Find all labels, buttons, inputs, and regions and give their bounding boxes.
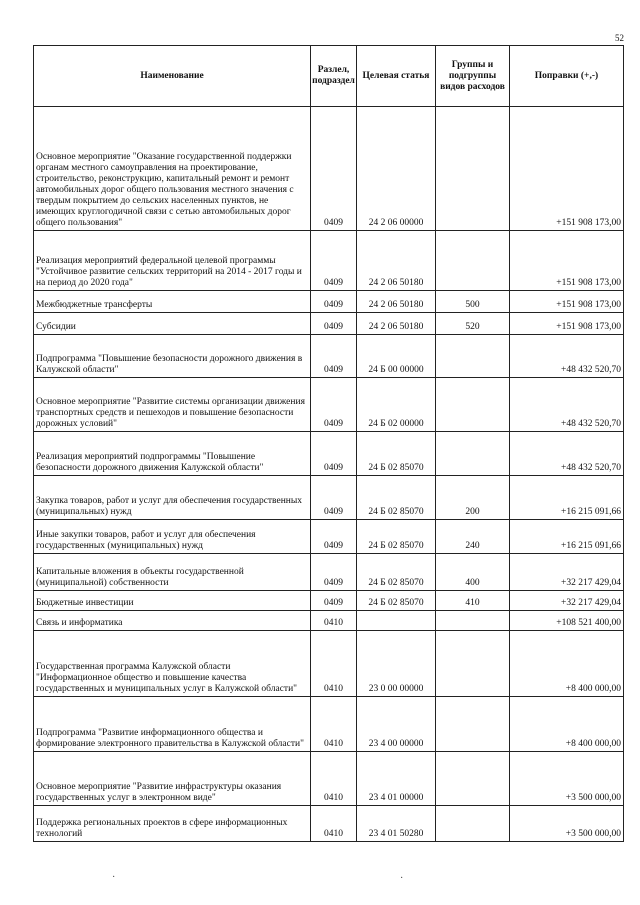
table-row <box>34 631 624 697</box>
row-amount: +151 908 173,00 <box>510 107 624 231</box>
row-group <box>436 611 510 631</box>
row-amount: +8 400 000,00 <box>510 697 624 752</box>
table-row <box>34 611 624 631</box>
table-row <box>34 697 624 752</box>
row-amount: +16 215 091,66 <box>510 520 624 554</box>
row-section: 0409 <box>311 313 357 335</box>
row-target: 23 0 00 00000 <box>357 631 436 697</box>
table-row <box>34 291 624 313</box>
row-amount: +8 400 000,00 <box>510 631 624 697</box>
row-target: 24 Б 02 85070 <box>357 520 436 554</box>
row-target: 23 4 00 00000 <box>357 697 436 752</box>
header-target: Целевая статья <box>357 46 436 107</box>
row-section: 0410 <box>311 697 357 752</box>
row-amount: +48 432 520,70 <box>510 378 624 432</box>
row-target: 24 2 06 00000 <box>357 107 436 231</box>
row-amount: +108 521 400,00 <box>510 611 624 631</box>
table-row <box>34 335 624 378</box>
row-section: 0409 <box>311 591 357 611</box>
row-name: Субсидии <box>34 313 311 335</box>
row-section: 0409 <box>311 554 357 591</box>
header-section: Разлел, подраздел <box>311 46 357 107</box>
row-target: 24 Б 02 85070 <box>357 591 436 611</box>
header-row <box>34 46 624 107</box>
row-group <box>436 335 510 378</box>
row-section: 0409 <box>311 520 357 554</box>
row-amount: +151 908 173,00 <box>510 313 624 335</box>
row-name: Подпрограмма "Повышение безопасности дорожного движения в Калужской области" <box>34 335 311 378</box>
row-group <box>436 107 510 231</box>
row-section: 0409 <box>311 476 357 520</box>
table-row <box>34 432 624 476</box>
row-group: 500 <box>436 291 510 313</box>
row-name: Связь и информатика <box>34 611 311 631</box>
row-group <box>436 806 510 842</box>
table-row <box>34 107 624 231</box>
row-group <box>436 432 510 476</box>
row-target: 24 Б 00 00000 <box>357 335 436 378</box>
row-group: 410 <box>436 591 510 611</box>
table-row <box>34 231 624 291</box>
row-group <box>436 752 510 806</box>
row-target: 23 4 01 50280 <box>357 806 436 842</box>
table-row <box>34 378 624 432</box>
row-target: 24 Б 02 85070 <box>357 554 436 591</box>
row-name: Иные закупки товаров, работ и услуг для обеспечения государственных (муниципальных) нужд <box>34 520 311 554</box>
row-target: 24 Б 02 00000 <box>357 378 436 432</box>
row-name: Закупка товаров, работ и услуг для обеспечения государственных (муниципальных) нужд <box>34 476 311 520</box>
row-group: 200 <box>436 476 510 520</box>
row-section: 0409 <box>311 378 357 432</box>
scan-mark: · <box>112 872 116 883</box>
row-amount: +151 908 173,00 <box>510 291 624 313</box>
row-section: 0409 <box>311 107 357 231</box>
row-section: 0409 <box>311 335 357 378</box>
row-amount: +16 215 091,66 <box>510 476 624 520</box>
row-amount: +48 432 520,70 <box>510 335 624 378</box>
scan-mark: · <box>400 873 404 884</box>
row-amount: +32 217 429,04 <box>510 554 624 591</box>
row-group <box>436 231 510 291</box>
row-amount: +3 500 000,00 <box>510 806 624 842</box>
budget-amendments-table <box>33 45 624 842</box>
row-section: 0410 <box>311 806 357 842</box>
row-name: Бюджетные инвестиции <box>34 591 311 611</box>
row-group: 520 <box>436 313 510 335</box>
row-name: Основное мероприятие "Развитие системы организации движения транспортных средств и пешеходов и повышение безопасности дорожных условий" <box>34 378 311 432</box>
row-section: 0410 <box>311 752 357 806</box>
header-name: Наименование <box>34 46 311 107</box>
row-group: 240 <box>436 520 510 554</box>
row-name: Поддержка региональных проектов в сфере информационных технологий <box>34 806 311 842</box>
row-section: 0409 <box>311 432 357 476</box>
table-row <box>34 591 624 611</box>
header-group: Группы и подгруппы видов расходов <box>436 46 510 107</box>
row-amount: +3 500 000,00 <box>510 752 624 806</box>
page-number: 52 <box>615 33 624 43</box>
row-target: 24 Б 02 85070 <box>357 476 436 520</box>
row-name: Реализация мероприятий подпрограммы "Повышение безопасности дорожного движения Калужской области" <box>34 432 311 476</box>
row-amount: +151 908 173,00 <box>510 231 624 291</box>
row-name: Межбюджетные трансферты <box>34 291 311 313</box>
row-amount: +48 432 520,70 <box>510 432 624 476</box>
row-target <box>357 611 436 631</box>
row-group <box>436 697 510 752</box>
table-row <box>34 520 624 554</box>
row-name: Основное мероприятие "Развитие инфраструктуры оказания государственных услуг в электронном виде" <box>34 752 311 806</box>
table-row <box>34 476 624 520</box>
row-target: 24 2 06 50180 <box>357 313 436 335</box>
table-row <box>34 313 624 335</box>
row-section: 0410 <box>311 611 357 631</box>
row-section: 0409 <box>311 291 357 313</box>
table-row <box>34 752 624 806</box>
row-target: 23 4 01 00000 <box>357 752 436 806</box>
row-group: 400 <box>436 554 510 591</box>
table-row <box>34 806 624 842</box>
row-target: 24 2 06 50180 <box>357 231 436 291</box>
row-group <box>436 631 510 697</box>
row-name: Капитальные вложения в объекты государственной (муниципальной) собственности <box>34 554 311 591</box>
row-target: 24 Б 02 85070 <box>357 432 436 476</box>
row-name: Подпрограмма "Развитие информационного общества и формирование электронного правительства в Калужской области" <box>34 697 311 752</box>
row-section: 0410 <box>311 631 357 697</box>
row-name: Государственная программа Калужской области "Информационное общество и повышение качества государственных и муниципальных услуг в Калужской области" <box>34 631 311 697</box>
row-name: Основное мероприятие "Оказание государственной поддержки органам местного самоуправления на проектирование, строительство, реконструкцию, капитальный ремонт и ремонт автомобильных дорог общего пользования местного значения с твердым покрытием до сельских населенных пунктов, не имеющих круглогодичной связи с сетью автомобильных дорог общего пользования" <box>34 107 311 231</box>
row-name: Реализация мероприятий федеральной целевой программы "Устойчивое развитие сельских территорий на 2014 - 2017 годы и на период до 2020 года" <box>34 231 311 291</box>
header-amendment: Поправки (+,-) <box>510 46 624 107</box>
row-target: 24 2 06 50180 <box>357 291 436 313</box>
row-section: 0409 <box>311 231 357 291</box>
table-row <box>34 554 624 591</box>
row-amount: +32 217 429,04 <box>510 591 624 611</box>
row-group <box>436 378 510 432</box>
